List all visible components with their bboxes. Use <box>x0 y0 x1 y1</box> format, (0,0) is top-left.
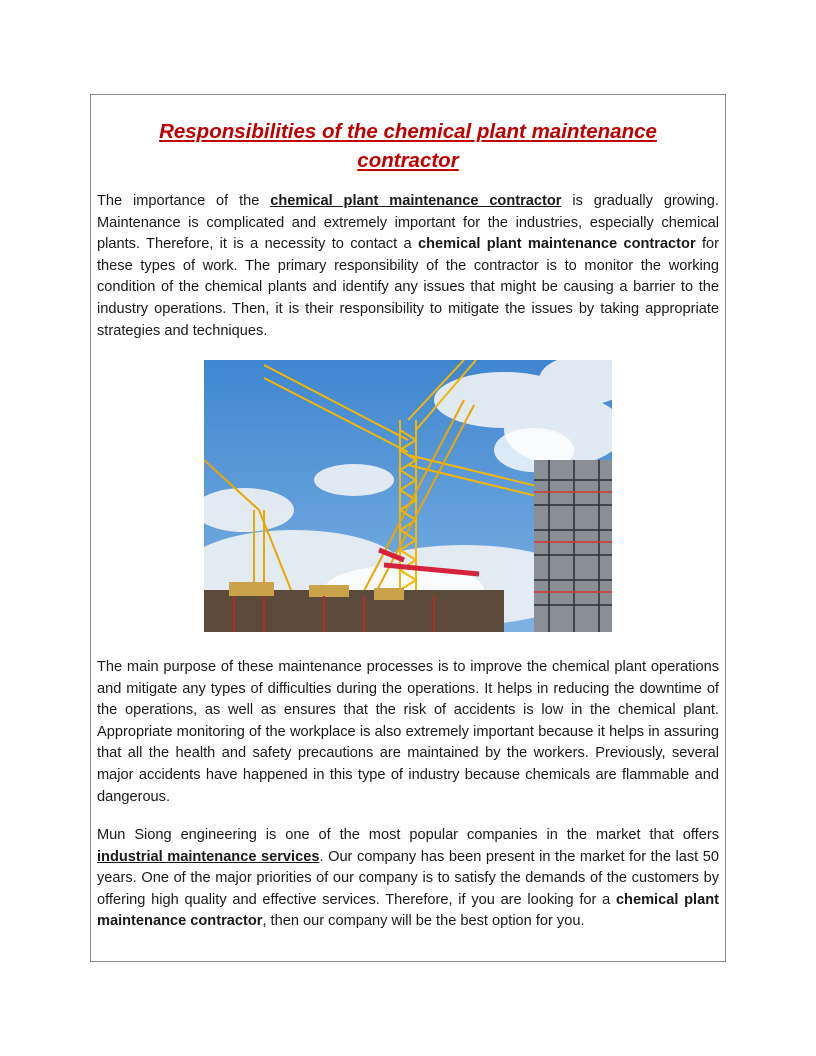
construction-cranes-image <box>204 360 612 632</box>
intro-paragraph <box>97 191 719 342</box>
purpose-paragraph: The main purpose of these maintenance processes is to improve the chemical plant operations and mitigate any types of difficulties during the operations. It helps in reducing the downtime of the operations, as well as ensures that the risk of accidents is low in the chemical plant. Appropriate monitoring of the workplace is also extremely important because it helps in assuring that all the health and safety precautions are maintained by the workers. Previously, several major accidents have happened in this type of industry because chemicals are flammable and dangerous. <box>97 659 719 805</box>
company-paragraph <box>97 825 719 933</box>
industrial-maintenance-link[interactable]: industrial maintenance services <box>97 848 320 865</box>
intro-text-1: The importance of the <box>97 193 271 209</box>
company-text-3: , then our company will be the best option for you. <box>262 913 585 930</box>
company-text-1: Mun Siong engineering is one of the most popular companies in the market that offers <box>97 827 719 843</box>
chemical-plant-contractor-link[interactable]: chemical plant maintenance contractor <box>270 193 562 209</box>
document-frame <box>90 94 726 962</box>
page-title: Responsibilities of the chemical plant maintenance contractor <box>159 120 657 172</box>
intro-text-2: is gradually growing. Maintenance is complicated and extremely important for the industries, especially chemical plants. Therefore, it is a necessity to contact a <box>97 193 719 253</box>
company-text-2: . Our company has been present in the market for the last 50 years. One of the major priorities of our company is to satisfy the demands of the customers by offering high quality and effective services. Therefore, if you are looking for a <box>97 848 720 908</box>
company-bold-term: chemical plant maintenance contractor <box>97 891 719 930</box>
intro-bold-term: chemical plant maintenance contractor <box>417 236 696 253</box>
intro-text-3: for these types of work. The primary responsibility of the contractor is to monitor the working condition of the chemical plants and identify any issues that might be causing a barrier to the industry operations. Then, it is their responsibility to mitigate the issues by taking appropriate strategies and techniques. <box>97 236 719 339</box>
